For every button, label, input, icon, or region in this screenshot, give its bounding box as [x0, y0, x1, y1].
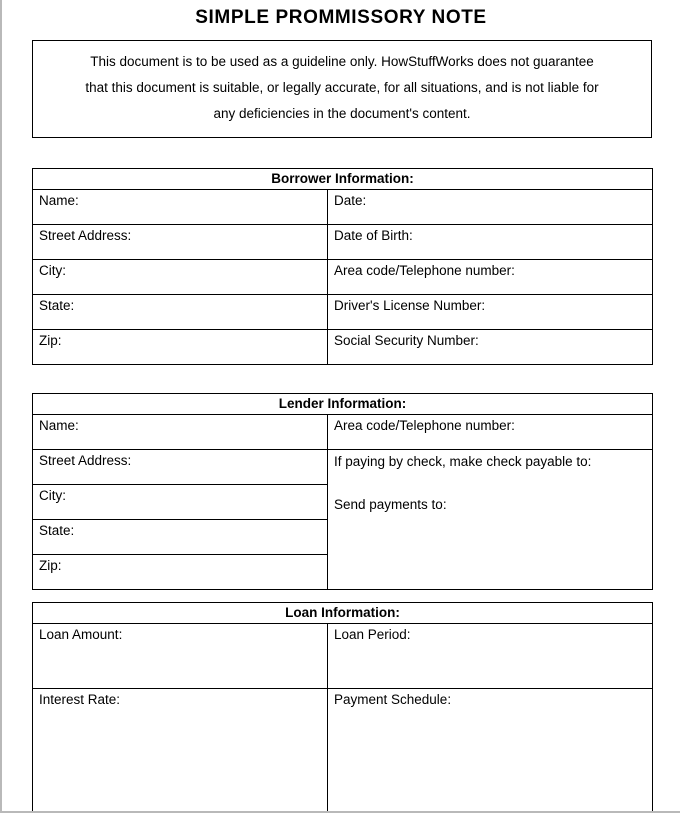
field-label-borrower-telephone[interactable]: Area code/Telephone number: — [328, 260, 653, 295]
field-label-borrower-drivers-license[interactable]: Driver's License Number: — [328, 295, 653, 330]
field-label-lender-city[interactable]: City: — [33, 485, 328, 520]
field-label-borrower-state[interactable]: State: — [33, 295, 328, 330]
field-label-lender-telephone[interactable]: Area code/Telephone number: — [328, 415, 653, 450]
borrower-heading-row — [33, 169, 653, 190]
table-row — [33, 295, 653, 330]
loan-section-heading: Loan Information: — [33, 603, 653, 624]
field-label-loan-amount[interactable]: Loan Amount: — [33, 624, 328, 689]
spacer-above-lender — [32, 365, 652, 393]
field-label-check-payable-to: If paying by check, make check payable to: — [334, 454, 592, 469]
spacer-above-borrower — [32, 138, 652, 168]
field-label-lender-state[interactable]: State: — [33, 520, 328, 555]
table-row — [33, 624, 653, 689]
table-row — [33, 450, 653, 485]
field-label-borrower-street-address[interactable]: Street Address: — [33, 225, 328, 260]
loan-information-table — [32, 602, 653, 813]
field-label-payment-schedule[interactable]: Payment Schedule: — [328, 689, 653, 813]
borrower-information-table — [32, 168, 653, 365]
field-label-borrower-ssn[interactable]: Social Security Number: — [328, 330, 653, 365]
table-row — [33, 415, 653, 450]
table-row — [33, 225, 653, 260]
table-row — [33, 190, 653, 225]
field-label-borrower-city[interactable]: City: — [33, 260, 328, 295]
lender-section-heading: Lender Information: — [33, 394, 653, 415]
field-label-borrower-name[interactable]: Name: — [33, 190, 328, 225]
field-label-lender-zip[interactable]: Zip: — [33, 555, 328, 590]
borrower-section-heading: Borrower Information: — [33, 169, 653, 190]
field-label-lender-payment-instructions[interactable] — [328, 450, 653, 590]
document-body — [32, 40, 652, 813]
table-row — [33, 689, 653, 813]
field-label-borrower-date[interactable]: Date: — [328, 190, 653, 225]
disclaimer-line-3: any deficiencies in the document's content. — [213, 106, 471, 121]
page-title: SIMPLE PROMMISSORY NOTE — [195, 7, 487, 28]
field-label-borrower-date-of-birth[interactable]: Date of Birth: — [328, 225, 653, 260]
payable-spacer — [334, 470, 647, 496]
loan-heading-row — [33, 603, 653, 624]
table-row — [33, 260, 653, 295]
table-row — [33, 330, 653, 365]
field-label-loan-period[interactable]: Loan Period: — [328, 624, 653, 689]
disclaimer-line-2: that this document is suitable, or legally accurate, for all situations, and is not liable for — [85, 80, 599, 95]
field-label-lender-street-address[interactable]: Street Address: — [33, 450, 328, 485]
disclaimer-box — [32, 40, 652, 138]
disclaimer-line-1: This document is to be used as a guideline only. HowStuffWorks does not guarantee — [90, 54, 594, 69]
lender-heading-row — [33, 394, 653, 415]
field-label-lender-name[interactable]: Name: — [33, 415, 328, 450]
lender-information-table — [32, 393, 653, 590]
spacer-above-loan — [32, 590, 652, 602]
field-label-borrower-zip[interactable]: Zip: — [33, 330, 328, 365]
field-label-interest-rate[interactable]: Interest Rate: — [33, 689, 328, 813]
field-label-send-payments-to: Send payments to: — [334, 497, 447, 512]
